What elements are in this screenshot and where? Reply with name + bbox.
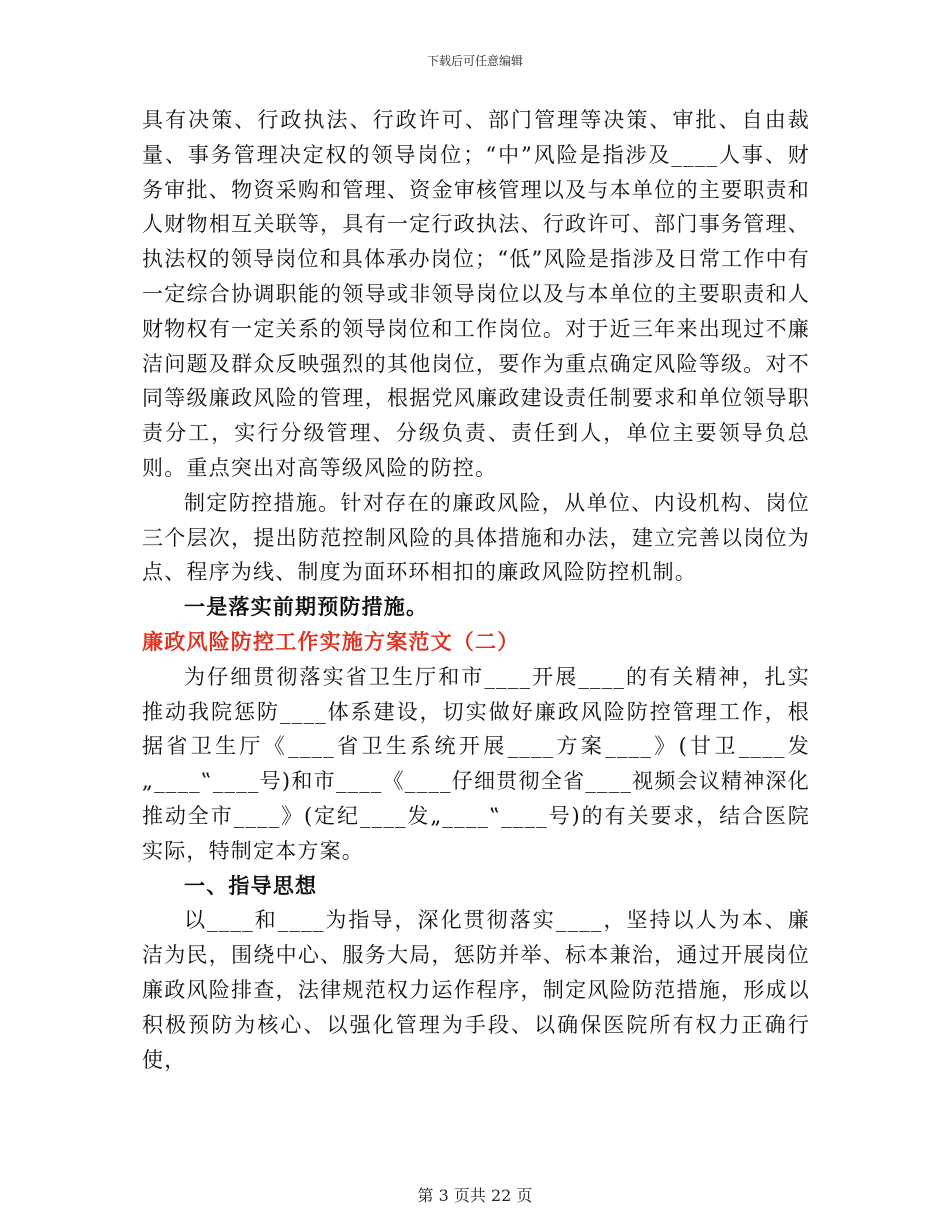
page-header: 下载后可任意编辑 xyxy=(426,54,523,68)
page-footer: 第 3 页共 22 页 xyxy=(417,1186,533,1205)
paragraph-risk-levels: 具有决策、行政执法、行政许可、部门管理等决策、审批、自由裁量、事务管理决定权的领导岗位；“中”风险是指涉及____人事、财务审批、物资采购和管理、资金审核管理以及与本单位的主要职责和人财物相互关联等，具有一定行政执法、行政许可、部门事务管理、执法权的领导岗位和具体承办岗位；“低”风险是指涉及日常工作中有一定综合协调职能的领导或非领导岗位以及与本单位的主要职责和人财物权有一定关系的领导岗位和工作岗位。对于近三年来出现过不廉洁问题及群众反映强烈的其他岗位，要作为重点确定风险等级。对不同等级廉政风险的管理，根据党风廉政建设责任制要求和单位领导职责分工，实行分级管理、分级负责、责任到人，单位主要领导负总则。重点突出对高等级风险的防控。 xyxy=(142,108,810,480)
paragraph-intro: 为仔细贯彻落实省卫生厅和市____开展____的有关精神，扎实推动我院惩防____体系建设，切实做好廉政风险防控管理工作，根据省卫生厅《____省卫生系统开展____方案____》(甘卫____发„____‟____号)和市____《____仔细贯彻全省____视频会议精神深化推动全市____》(定纪____发„____‟____号)的有关要求，结合医院实际，特制定本方案。 xyxy=(142,664,810,863)
paragraph-prevention-measures: 制定防控措施。针对存在的廉政风险，从单位、内设机构、岗位三个层次，提出防范控制风险的具体措施和办法，建立完善以岗位为点、程序为线、制度为面环环相扣的廉政风险防控机制。 xyxy=(142,490,810,585)
document-body xyxy=(142,103,810,1077)
paragraph-guiding-ideology: 以____和____为指导，深化贯彻落实____，坚持以人为本、廉洁为民，围绕中心、服务大局，惩防并举、标本兼治，通过开展岗位廉政风险排查，法律规范权力运作程序，制定风险防范措施，形成以积极预防为核心、以强化管理为手段、以确保医院所有权力正确行使， xyxy=(142,908,810,1072)
heading-guiding-ideology: 一、指导思想 xyxy=(184,872,318,898)
section-title: 廉政风险防控工作实施方案范文（二） xyxy=(142,628,520,654)
subheading-early-prevention: 一是落实前期预防措施。 xyxy=(184,594,429,620)
